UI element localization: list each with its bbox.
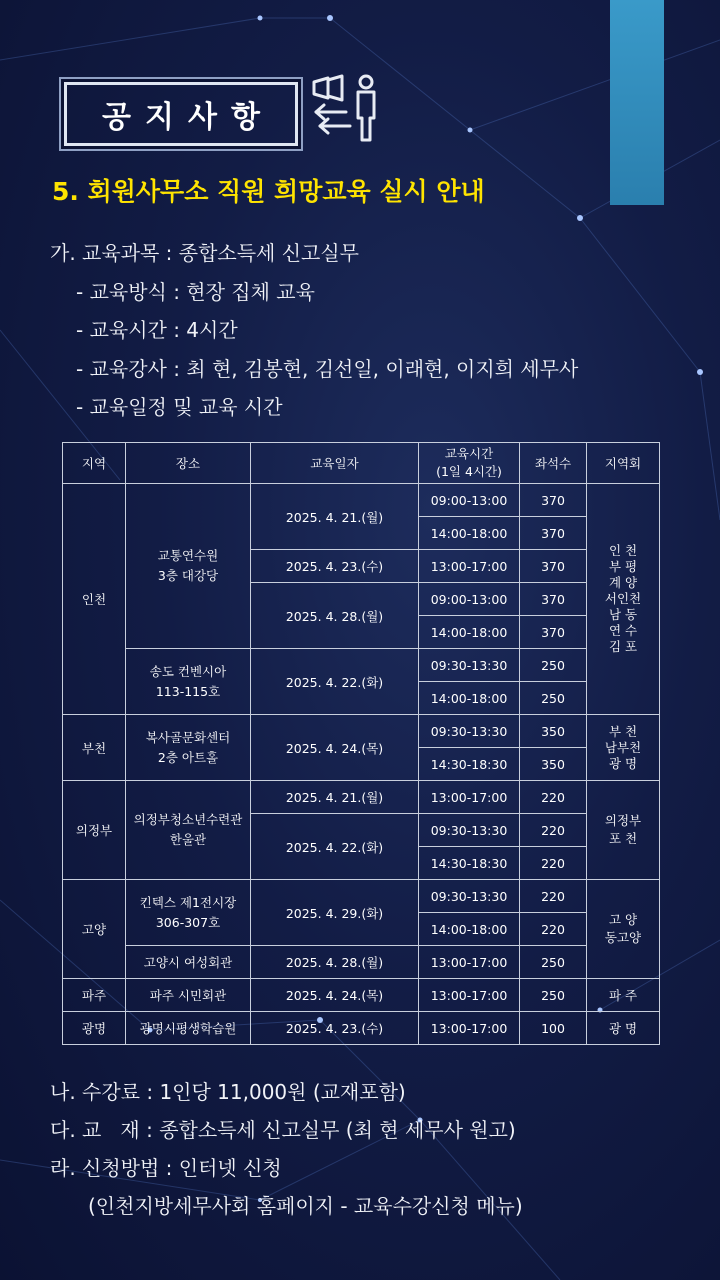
region-cell: 인천 <box>63 484 126 715</box>
header-chapter: 지역회 <box>587 443 660 484</box>
notice-title-box <box>64 82 298 146</box>
time-cell: 13:00-17:00 <box>419 1012 520 1045</box>
seats-cell: 250 <box>520 682 587 715</box>
course-instructors: - 교육강사 : 최 현, 김봉현, 김선일, 이래현, 이지희 세무사 <box>76 356 579 381</box>
date-cell: 2025. 4. 28.(월) <box>251 583 419 649</box>
header-date: 교육일자 <box>251 443 419 484</box>
notice-title: 공지사항 <box>102 100 274 135</box>
date-cell: 2025. 4. 29.(화) <box>251 880 419 946</box>
chapter-cell: 의정부 포 천 <box>587 781 660 880</box>
seats-cell: 220 <box>520 913 587 946</box>
time-cell: 14:00-18:00 <box>419 616 520 649</box>
region-cell: 부천 <box>63 715 126 781</box>
course-hours: - 교육시간 : 4시간 <box>76 318 238 342</box>
schedule-table <box>62 442 660 1045</box>
seats-cell: 250 <box>520 946 587 979</box>
seats-cell: 220 <box>520 781 587 814</box>
date-cell: 2025. 4. 24.(목) <box>251 715 419 781</box>
chapter-cell: 파 주 <box>587 979 660 1012</box>
table-row <box>63 649 660 682</box>
time-cell: 09:00-13:00 <box>419 583 520 616</box>
date-cell: 2025. 4. 23.(수) <box>251 550 419 583</box>
table-row <box>63 880 660 913</box>
accent-bar <box>610 0 664 205</box>
table-row <box>63 781 660 814</box>
region-cell: 파주 <box>63 979 126 1012</box>
header-seats: 좌석수 <box>520 443 587 484</box>
date-cell: 2025. 4. 22.(화) <box>251 649 419 715</box>
textbook-line: 다. 교 재 : 종합소득세 신고실무 (최 현 세무사 원고) <box>50 1118 516 1142</box>
date-cell: 2025. 4. 21.(월) <box>251 781 419 814</box>
table-row <box>63 715 660 748</box>
seats-cell: 370 <box>520 484 587 517</box>
time-cell: 09:30-13:30 <box>419 715 520 748</box>
megaphone-icon <box>306 72 386 144</box>
seats-cell: 250 <box>520 979 587 1012</box>
seats-cell: 370 <box>520 550 587 583</box>
seats-cell: 370 <box>520 616 587 649</box>
table-row <box>63 946 660 979</box>
header-region: 지역 <box>63 443 126 484</box>
table-row <box>63 484 660 517</box>
place-cell: 복사골문화센터 2층 아트홀 <box>126 715 251 781</box>
date-cell: 2025. 4. 22.(화) <box>251 814 419 880</box>
seats-cell: 370 <box>520 517 587 550</box>
seats-cell: 370 <box>520 583 587 616</box>
time-cell: 09:00-13:00 <box>419 484 520 517</box>
table-row <box>63 1012 660 1045</box>
time-cell: 14:00-18:00 <box>419 682 520 715</box>
course-method: - 교육방식 : 현장 집체 교육 <box>76 279 315 304</box>
course-schedule-label: - 교육일정 및 교육 시간 <box>76 395 283 419</box>
headline: 5. 회원사무소 직원 희망교육 실시 안내 <box>52 177 485 206</box>
time-cell: 14:00-18:00 <box>419 517 520 550</box>
place-cell: 광명시평생학습원 <box>126 1012 251 1045</box>
seats-cell: 220 <box>520 814 587 847</box>
seats-cell: 220 <box>520 847 587 880</box>
seats-cell: 250 <box>520 649 587 682</box>
region-cell: 고양 <box>63 880 126 979</box>
date-cell: 2025. 4. 21.(월) <box>251 484 419 550</box>
apply-line: 라. 신청방법 : 인터넷 신청 <box>50 1156 282 1180</box>
time-cell: 14:00-18:00 <box>419 913 520 946</box>
seats-cell: 100 <box>520 1012 587 1045</box>
course-subject: 가. 교육과목 : 종합소득세 신고실무 <box>50 241 360 265</box>
table-row <box>63 979 660 1012</box>
seats-cell: 350 <box>520 748 587 781</box>
header-place: 장소 <box>126 443 251 484</box>
chapter-cell: 고 양 동고양 <box>587 880 660 979</box>
header-time: 교육시간 (1일 4시간) <box>419 443 520 484</box>
seats-cell: 220 <box>520 880 587 913</box>
chapter-cell: 광 명 <box>587 1012 660 1045</box>
place-cell: 교통연수원 3층 대강당 <box>126 484 251 649</box>
table-header-row <box>63 443 660 484</box>
chapter-cell: 부 천 남부천 광 명 <box>587 715 660 781</box>
region-cell: 의정부 <box>63 781 126 880</box>
time-cell: 14:30-18:30 <box>419 847 520 880</box>
date-cell: 2025. 4. 24.(목) <box>251 979 419 1012</box>
apply-detail-line: (인천지방세무사회 홈페이지 - 교육수강신청 메뉴) <box>88 1194 523 1218</box>
fee-line: 나. 수강료 : 1인당 11,000원 (교재포함) <box>50 1080 406 1104</box>
time-cell: 13:00-17:00 <box>419 550 520 583</box>
region-cell: 광명 <box>63 1012 126 1045</box>
seats-cell: 350 <box>520 715 587 748</box>
time-cell: 09:30-13:30 <box>419 649 520 682</box>
place-cell: 파주 시민회관 <box>126 979 251 1012</box>
time-cell: 14:30-18:30 <box>419 748 520 781</box>
date-cell: 2025. 4. 23.(수) <box>251 1012 419 1045</box>
fee-info <box>50 1073 523 1225</box>
place-cell: 의정부청소년수련관 한울관 <box>126 781 251 880</box>
place-cell: 킨텍스 제1전시장 306-307호 <box>126 880 251 946</box>
time-cell: 09:30-13:30 <box>419 814 520 847</box>
chapter-cell: 인 천 부 평 계 양 서인천 남 동 연 수 김 포 <box>587 484 660 715</box>
place-cell: 고양시 여성회관 <box>126 946 251 979</box>
time-cell: 09:30-13:30 <box>419 880 520 913</box>
course-info <box>50 234 578 427</box>
date-cell: 2025. 4. 28.(월) <box>251 946 419 979</box>
time-cell: 13:00-17:00 <box>419 946 520 979</box>
time-cell: 13:00-17:00 <box>419 781 520 814</box>
place-cell: 송도 컨벤시아 113-115호 <box>126 649 251 715</box>
time-cell: 13:00-17:00 <box>419 979 520 1012</box>
